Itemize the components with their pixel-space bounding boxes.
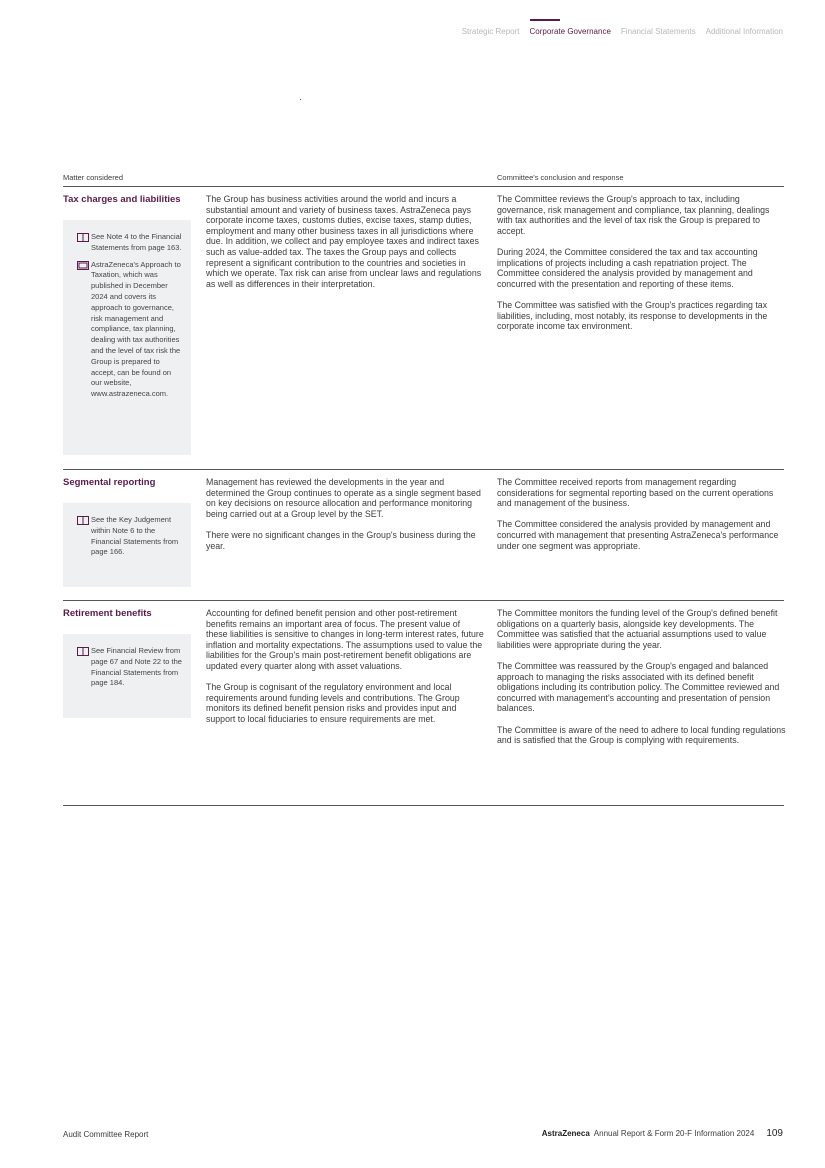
nav-corporate-governance[interactable]: Corporate Governance: [529, 27, 611, 36]
book-icon: [77, 515, 91, 526]
section-title: Retirement benefits: [63, 608, 152, 619]
section-divider: [63, 469, 784, 470]
conclusion-text: The Committee monitors the funding level of the Group's defined benefit obligations on a quarterly basis, alongside key developments. The Committee was satisfied that the actuarial assumptions used to value liabilities were appropriate during the year. The Committee was reassured by the Group's engaged and balanced approach to managing the risks associated with its defined benefit obligations including its contribution policy. The Committee reviewed and concurred with management's accounting and presentation of pension balances. The Committee is aware of the need to adhere to local funding regulations and is satisfied that the Group is complying with requirements.: [497, 608, 786, 746]
nav-additional-information[interactable]: Additional Information: [705, 27, 783, 36]
matter-text: Management has reviewed the developments in the year and determined the Group continues to operate as a single segment based on key decisions on resource allocation and performance monitoring being carried out at a Group level by the SET. There were no significant changes in the Group's business during the year.: [206, 477, 481, 551]
reference-box: [63, 220, 191, 455]
column-header-conclusion: Committee's conclusion and response: [497, 173, 624, 182]
column-header-matter: Matter considered: [63, 173, 124, 182]
section-title: Segmental reporting: [63, 477, 156, 488]
reference-text: See the Key Judgement within Note 6 to the Financial Statements from page 166.: [91, 515, 179, 557]
reference-item: [77, 515, 191, 558]
nav-strategic-report[interactable]: Strategic Report: [461, 27, 520, 36]
footer-publication: [542, 1128, 783, 1139]
matter-text: Accounting for defined benefit pension and other post-retirement benefits remains an important area of focus. The present value of these liabilities is sensitive to changes in long-term interest rates, future inflation and mortality expectations. The assumptions used to value the liabilities for the Group's main post-retirement benefit obligations are updated every quarter along with asset valuations. The Group is cognisant of the regulatory environment and local requirements around funding levels and contributions. The Group monitors its defined benefit pension risks and provides input and support to local fiduciaries to ensure requirements are met.: [206, 608, 484, 724]
book-icon: [77, 232, 91, 243]
reference-text: See Note 4 to the Financial Statements from page 163.: [91, 232, 182, 252]
conclusion-text: The Committee received reports from management regarding considerations for segmental reporting based on the current operations and management of the business. The Committee considered the analysis provided by management and concurred with management that presenting AstraZeneca's performance under one segment was appropriate.: [497, 477, 779, 551]
reference-item: [77, 260, 191, 400]
matter-text: The Group has business activities around the world and incurs a substantial amount and variety of business taxes. AstraZeneca pays corporate income taxes, customs duties, excise taxes, stamp duties, employment and many other business taxes in all jurisdictions where due. In addition, we collect and pay employee taxes and indirect taxes such as value-added tax. The taxes the Group pays and collects represent a significant contribution to the countries and societies in which we operate. Tax risk can arise from unclear laws and regulations as well as differences in their interpretation.: [206, 194, 482, 289]
header-rule: [63, 186, 784, 187]
section-title: Tax charges and liabilities: [63, 194, 181, 205]
stray-dot: [300, 99, 301, 100]
reference-box: [63, 634, 191, 718]
reference-box: [63, 503, 191, 587]
footer-section-name: Audit Committee Report: [63, 1130, 149, 1139]
footer-report-title: Annual Report & Form 20-F Information 2024: [593, 1129, 755, 1138]
reference-text: AstraZeneca's Approach to Taxation, which was published in December 2024 and covers its approach to governance, risk management and compliance, tax planning, dealing with tax authorities and the level of tax risk the Group is prepared to accept, can be found on our website, www.astrazeneca.com.: [91, 259, 181, 399]
reference-text: See Financial Review from page 67 and Note 22 to the Financial Statements from page 184.: [91, 646, 182, 688]
book-icon: [77, 646, 91, 657]
reference-item: [77, 646, 191, 689]
monitor-icon: [77, 260, 91, 271]
nav-financial-statements[interactable]: Financial Statements: [620, 27, 696, 36]
section-divider: [63, 600, 784, 601]
section-navigation: [462, 27, 783, 36]
reference-item: [77, 232, 191, 254]
page-number: 109: [766, 1128, 783, 1139]
footer-brand: AstraZeneca: [541, 1129, 590, 1138]
table-bottom-rule: [63, 805, 784, 806]
conclusion-text: The Committee reviews the Group's approach to tax, including governance, risk management and compliance, tax planning, dealings with tax authorities and the level of tax risk the Group is prepared to accept. During 2024, the Committee considered the tax and tax accounting implications of projects including a cash repatriation project. The Committee considered the analysis provided by management and concurred with the presentation and reporting of these items. The Committee was satisfied with the Group's practices regarding tax liabilities, including, most notably, its response to developments in the corporate income tax environment.: [497, 194, 770, 332]
